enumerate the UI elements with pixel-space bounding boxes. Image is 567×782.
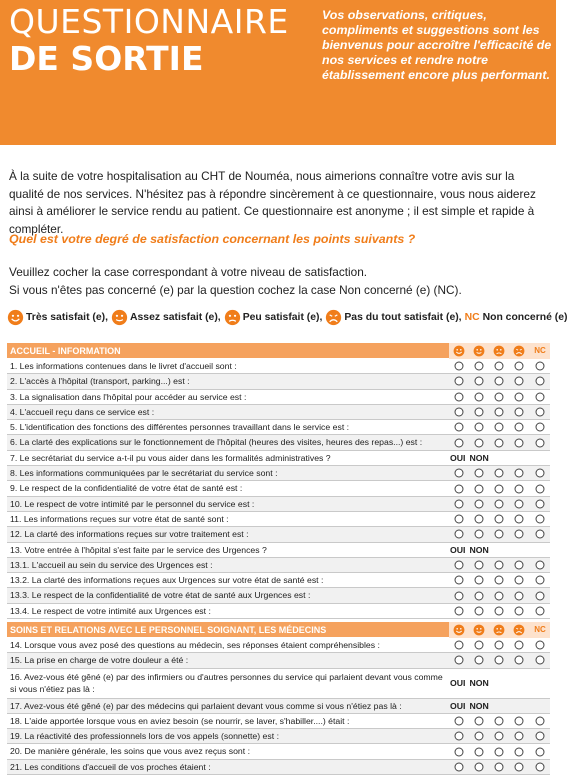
very-satisfied-radio[interactable]: [455, 606, 464, 615]
very-satisfied-radio[interactable]: [455, 762, 464, 771]
rating-choices: [449, 588, 550, 602]
not-satisfied-radio[interactable]: [515, 530, 524, 539]
not-concerned-radio[interactable]: [536, 641, 545, 650]
rating-columns-header: [449, 343, 550, 359]
not-satisfied-radio[interactable]: [515, 591, 524, 600]
question-row: [7, 638, 550, 653]
rating-choices: [449, 420, 550, 434]
very-satisfied-radio[interactable]: [455, 530, 464, 539]
legend-not-concerned-label: Non concerné (e): [482, 311, 567, 323]
nc-column-header: NC: [533, 622, 547, 638]
not-satisfied-radio[interactable]: [515, 499, 524, 508]
very-satisfied-radio[interactable]: [455, 499, 464, 508]
question-text: 1. Les informations contenues dans le livret d'accueil sont :: [10, 361, 237, 371]
fairly-satisfied-radio[interactable]: [475, 606, 484, 615]
legend-very-satisfied: [7, 309, 108, 326]
legend-slightly-satisfied-label: Peu satisfait (e),: [242, 311, 323, 323]
very-satisfied-radio[interactable]: [455, 377, 464, 386]
not-concerned-radio[interactable]: [536, 392, 545, 401]
slightly-satisfied-face-icon: [493, 624, 505, 636]
rating-choices: [449, 558, 550, 572]
legend-not-satisfied-label: Pas du tout satisfait (e),: [344, 311, 462, 323]
question-row: [7, 744, 550, 759]
not-concerned-radio[interactable]: [536, 762, 545, 771]
fairly-satisfied-radio[interactable]: [475, 561, 484, 570]
rating-choices: [449, 638, 550, 652]
no-option[interactable]: NON: [469, 700, 489, 711]
title-line-2: DE SORTIE: [9, 39, 204, 78]
slightly-satisfied-radio[interactable]: [495, 561, 504, 570]
slightly-satisfied-radio[interactable]: [495, 362, 504, 371]
intro-paragraph: À la suite de votre hospitalisation au CHT de Nouméa, nous aimerions connaître votre avis sur la qualité de nos services. N'hésitez pas à répondre sincèrement à ce questionnaire, vous nous aiderez ainsi à améliorer le service rendu au patient. Ce questionnaire est anonyme ; il est simple et rapide à compléter.: [9, 169, 536, 236]
question-row: [7, 588, 550, 603]
very-satisfied-radio[interactable]: [455, 732, 464, 741]
rating-choices: [449, 760, 550, 774]
yes-no-choices: [450, 543, 493, 557]
question-text: 13.3. Le respect de la confidentialité de votre état de santé aux Urgences est :: [10, 590, 311, 601]
very-satisfied-radio[interactable]: [455, 747, 464, 756]
not-concerned-radio[interactable]: [536, 484, 545, 493]
question-text: 16. Avez-vous été gêné (e) par des infirmiers ou d'autres personnes du service qui parlaient devant vous comme si vous n'étiez pas là :: [10, 671, 443, 694]
question-text: 13. Votre entrée à l'hôpital s'est faite par le service des Urgences ?: [10, 544, 267, 555]
question-text: 19. La réactivité des professionnels lors de vos appels (sonnette) est :: [10, 731, 279, 742]
fairly-satisfied-radio[interactable]: [475, 530, 484, 539]
question-row: [7, 451, 550, 466]
question-text: 10. Le respect de votre intimité par le personnel du service est :: [10, 498, 255, 509]
instruction-line-2: Si vous n'êtes pas concerné (e) par la question cochez la case Non concerné (e) (NC).: [9, 282, 462, 297]
yes-option[interactable]: OUI: [450, 678, 466, 689]
question-row: [7, 760, 550, 775]
fairly-satisfied-radio[interactable]: [475, 656, 484, 665]
fairly-satisfied-radio[interactable]: [475, 641, 484, 650]
question-row: [7, 481, 550, 496]
question-text: 8. Les informations communiquées par le secrétariat du service sont :: [10, 468, 278, 479]
legend-slightly-satisfied: [224, 309, 323, 326]
rating-choices: [449, 435, 550, 449]
not-concerned-radio[interactable]: [536, 717, 545, 726]
question-text: 20. De manière générale, les soins que vous avez reçus sont :: [10, 746, 251, 757]
section-title: SOINS ET RELATIONS AVEC LE PERSONNEL SOIGNANT, LES MÉDECINS: [10, 625, 327, 635]
fairly-satisfied-radio[interactable]: [475, 377, 484, 386]
rating-choices: [449, 653, 550, 667]
very-satisfied-face-icon: [7, 309, 24, 326]
slightly-satisfied-radio[interactable]: [495, 732, 504, 741]
slightly-satisfied-radio[interactable]: [495, 530, 504, 539]
fairly-satisfied-radio[interactable]: [475, 515, 484, 524]
question-row: [7, 405, 550, 420]
rating-choices: [449, 374, 550, 388]
question-text: 9. Le respect de la confidentialité de votre état de santé est :: [10, 483, 243, 494]
very-satisfied-radio[interactable]: [455, 423, 464, 432]
rating-choices: [449, 497, 550, 511]
fairly-satisfied-radio[interactable]: [475, 408, 484, 417]
legend-nc-abbr: NC: [464, 311, 480, 323]
not-satisfied-radio[interactable]: [515, 747, 524, 756]
not-concerned-radio[interactable]: [536, 576, 545, 585]
question-text: 11. Les informations reçues sur votre état de santé sont :: [10, 513, 229, 524]
not-satisfied-radio[interactable]: [515, 732, 524, 741]
slightly-satisfied-radio[interactable]: [495, 591, 504, 600]
fairly-satisfied-radio[interactable]: [475, 469, 484, 478]
yes-option[interactable]: OUI: [450, 452, 466, 463]
rating-choices: [449, 573, 550, 587]
not-satisfied-radio[interactable]: [515, 561, 524, 570]
header-banner: [0, 0, 556, 145]
not-concerned-radio[interactable]: [536, 530, 545, 539]
not-satisfied-radio[interactable]: [515, 377, 524, 386]
no-option[interactable]: NON: [469, 544, 489, 555]
question-row: [7, 669, 550, 699]
question-row: [7, 359, 550, 374]
question-row: [7, 466, 550, 481]
slightly-satisfied-radio[interactable]: [495, 438, 504, 447]
rating-choices: [449, 512, 550, 526]
rating-choices: [449, 359, 550, 373]
fairly-satisfied-radio[interactable]: [475, 423, 484, 432]
question-text: 7. Le secrétariat du service a-t-il pu vous aider dans les formalités administratives ?: [10, 452, 331, 463]
question-row: [7, 512, 550, 527]
title-line-1: QUESTIONNAIRE: [9, 2, 289, 41]
slightly-satisfied-radio[interactable]: [495, 408, 504, 417]
not-satisfied-radio[interactable]: [515, 484, 524, 493]
very-satisfied-radio[interactable]: [455, 576, 464, 585]
fairly-satisfied-radio[interactable]: [475, 591, 484, 600]
fairly-satisfied-radio[interactable]: [475, 392, 484, 401]
yes-no-choices: [450, 676, 493, 690]
not-satisfied-radio[interactable]: [515, 656, 524, 665]
not-satisfied-radio[interactable]: [515, 762, 524, 771]
slightly-satisfied-radio[interactable]: [495, 606, 504, 615]
fairly-satisfied-radio[interactable]: [475, 362, 484, 371]
not-satisfied-radio[interactable]: [515, 438, 524, 447]
not-satisfied-radio[interactable]: [515, 641, 524, 650]
instruction-line-1: Veuillez cocher la case correspondant à votre niveau de satisfaction.: [9, 265, 368, 279]
rating-choices: [449, 714, 550, 728]
yes-option[interactable]: OUI: [450, 700, 466, 711]
fairly-satisfied-face-icon: [111, 309, 128, 326]
not-satisfied-radio[interactable]: [515, 606, 524, 615]
slightly-satisfied-radio[interactable]: [495, 641, 504, 650]
not-satisfied-radio[interactable]: [515, 392, 524, 401]
not-concerned-radio[interactable]: [536, 515, 545, 524]
question-text: 18. L'aide apportée lorsque vous en aviez besoin (se nourrir, se laver, s'habiller....) était :: [10, 715, 350, 726]
rating-choices: [449, 744, 550, 758]
legend-not-satisfied: [325, 309, 461, 326]
fairly-satisfied-radio[interactable]: [475, 762, 484, 771]
fairly-satisfied-radio[interactable]: [475, 438, 484, 447]
not-concerned-radio[interactable]: [536, 591, 545, 600]
section-header: [7, 343, 550, 359]
question-text: 3. La signalisation dans l'hôpital pour accéder au service est :: [10, 391, 247, 402]
not-concerned-radio[interactable]: [536, 438, 545, 447]
slightly-satisfied-radio[interactable]: [495, 576, 504, 585]
question-row: [7, 558, 550, 573]
instructions: [9, 264, 549, 299]
question-text: 4. L'accueil reçu dans ce service est :: [10, 406, 155, 417]
fairly-satisfied-radio[interactable]: [475, 717, 484, 726]
not-satisfied-radio[interactable]: [515, 576, 524, 585]
very-satisfied-face-icon: [453, 624, 465, 636]
question-row: [7, 604, 550, 619]
slightly-satisfied-radio[interactable]: [495, 762, 504, 771]
question-text: 5. L'identification des fonctions des différentes personnes travaillant dans le service est :: [10, 422, 350, 433]
slightly-satisfied-radio[interactable]: [495, 423, 504, 432]
question-text: 13.2. La clarté des informations reçues aux Urgences sur votre état de santé est :: [10, 575, 324, 586]
very-satisfied-radio[interactable]: [455, 515, 464, 524]
very-satisfied-radio[interactable]: [455, 641, 464, 650]
slightly-satisfied-radio[interactable]: [495, 747, 504, 756]
slightly-satisfied-radio[interactable]: [495, 484, 504, 493]
not-satisfied-radio[interactable]: [515, 408, 524, 417]
very-satisfied-face-icon: [453, 345, 465, 357]
very-satisfied-radio[interactable]: [455, 362, 464, 371]
not-satisfied-face-icon: [513, 345, 525, 357]
slightly-satisfied-radio[interactable]: [495, 717, 504, 726]
rating-choices: [449, 390, 550, 404]
nc-column-header: NC: [533, 343, 547, 359]
yes-option[interactable]: OUI: [450, 544, 466, 555]
not-concerned-radio[interactable]: [536, 656, 545, 665]
rating-choices: [449, 729, 550, 743]
question-row: [7, 729, 550, 744]
not-concerned-radio[interactable]: [536, 362, 545, 371]
section-title: ACCUEIL - INFORMATION: [10, 346, 121, 356]
rating-choices: [449, 466, 550, 480]
question-text: 21. Les conditions d'accueil de vos proches étaient :: [10, 761, 211, 772]
question-row: [7, 420, 550, 435]
not-satisfied-radio[interactable]: [515, 362, 524, 371]
slightly-satisfied-radio[interactable]: [495, 377, 504, 386]
very-satisfied-radio[interactable]: [455, 408, 464, 417]
tagline: Vos observations, critiques, compliments et suggestions sont les bienvenus pour accroître l'efficacité de nos services et rendre notre établissement encore plus performant.: [322, 8, 552, 82]
question-row: [7, 435, 550, 450]
legend-fairly-satisfied-label: Assez satisfait (e),: [130, 311, 221, 323]
not-concerned-radio[interactable]: [536, 732, 545, 741]
not-concerned-radio[interactable]: [536, 377, 545, 386]
not-satisfied-radio[interactable]: [515, 423, 524, 432]
question-row: [7, 573, 550, 588]
very-satisfied-radio[interactable]: [455, 656, 464, 665]
fairly-satisfied-radio[interactable]: [475, 499, 484, 508]
question-text: 2. L'accès à l'hôpital (transport, parking...) est :: [10, 376, 190, 387]
question-row: [7, 699, 550, 714]
very-satisfied-radio[interactable]: [455, 717, 464, 726]
yes-no-choices: [450, 451, 493, 465]
not-satisfied-radio[interactable]: [515, 515, 524, 524]
very-satisfied-radio[interactable]: [455, 392, 464, 401]
very-satisfied-radio[interactable]: [455, 484, 464, 493]
not-concerned-radio[interactable]: [536, 499, 545, 508]
question-text: 15. La prise en charge de votre douleur a été :: [10, 655, 189, 666]
fairly-satisfied-radio[interactable]: [475, 732, 484, 741]
very-satisfied-radio[interactable]: [455, 591, 464, 600]
rating-choices: [449, 481, 550, 495]
not-satisfied-face-icon: [325, 309, 342, 326]
question-row: [7, 497, 550, 512]
fairly-satisfied-radio[interactable]: [475, 747, 484, 756]
legend-fairly-satisfied: [111, 309, 221, 326]
slightly-satisfied-face-icon: [224, 309, 241, 326]
not-satisfied-radio[interactable]: [515, 717, 524, 726]
rating-choices: [449, 604, 550, 618]
fairly-satisfied-face-icon: [473, 624, 485, 636]
not-concerned-radio[interactable]: [536, 606, 545, 615]
question-text: 12. La clarté des informations reçues sur votre traitement est :: [10, 529, 249, 540]
question-text: 14. Lorsque vous avez posé des questions au médecin, ses réponses étaient compréhensibles :: [10, 640, 380, 650]
not-concerned-radio[interactable]: [536, 469, 545, 478]
no-option[interactable]: NON: [469, 452, 489, 463]
question-row: [7, 390, 550, 405]
question-text: 13.1. L'accueil au sein du service des Urgences est :: [10, 559, 213, 570]
question-row: [7, 653, 550, 668]
slightly-satisfied-radio[interactable]: [495, 392, 504, 401]
question-row: [7, 543, 550, 558]
fairly-satisfied-face-icon: [473, 345, 485, 357]
question-text: 17. Avez-vous été gêné (e) par des médecins qui parlaient devant vous comme si vous n'étiez pas là :: [10, 700, 402, 711]
legend-very-satisfied-label: Très satisfait (e),: [26, 311, 109, 323]
not-concerned-radio[interactable]: [536, 423, 545, 432]
question-row: [7, 714, 550, 729]
not-concerned-radio[interactable]: [536, 408, 545, 417]
very-satisfied-radio[interactable]: [455, 561, 464, 570]
section-soins-table: [7, 622, 550, 775]
very-satisfied-radio[interactable]: [455, 438, 464, 447]
slightly-satisfied-radio[interactable]: [495, 499, 504, 508]
rating-columns-header: [449, 622, 550, 638]
not-satisfied-face-icon: [513, 624, 525, 636]
section-header: [7, 622, 550, 638]
fairly-satisfied-radio[interactable]: [475, 576, 484, 585]
fairly-satisfied-radio[interactable]: [475, 484, 484, 493]
no-option[interactable]: NON: [469, 678, 489, 689]
yes-no-choices: [450, 699, 493, 713]
slightly-satisfied-radio[interactable]: [495, 656, 504, 665]
slightly-satisfied-face-icon: [493, 345, 505, 357]
rating-choices: [449, 527, 550, 541]
very-satisfied-radio[interactable]: [455, 469, 464, 478]
question-row: [7, 527, 550, 542]
question-text: 13.4. Le respect de votre intimité aux Urgences est :: [10, 605, 211, 616]
satisfaction-question: Quel est votre degré de satisfaction concernant les points suivants ?: [9, 232, 416, 246]
slightly-satisfied-radio[interactable]: [495, 515, 504, 524]
satisfaction-legend: [7, 307, 567, 327]
question-row: [7, 374, 550, 389]
section-accueil-table: [7, 343, 550, 619]
not-satisfied-radio[interactable]: [515, 469, 524, 478]
rating-choices: [449, 405, 550, 419]
question-text: 6. La clarté des explications sur le fonctionnement de l'hôpital (heures des visites, heures des repas...) est :: [10, 437, 423, 448]
slightly-satisfied-radio[interactable]: [495, 469, 504, 478]
not-concerned-radio[interactable]: [536, 747, 545, 756]
not-concerned-radio[interactable]: [536, 561, 545, 570]
